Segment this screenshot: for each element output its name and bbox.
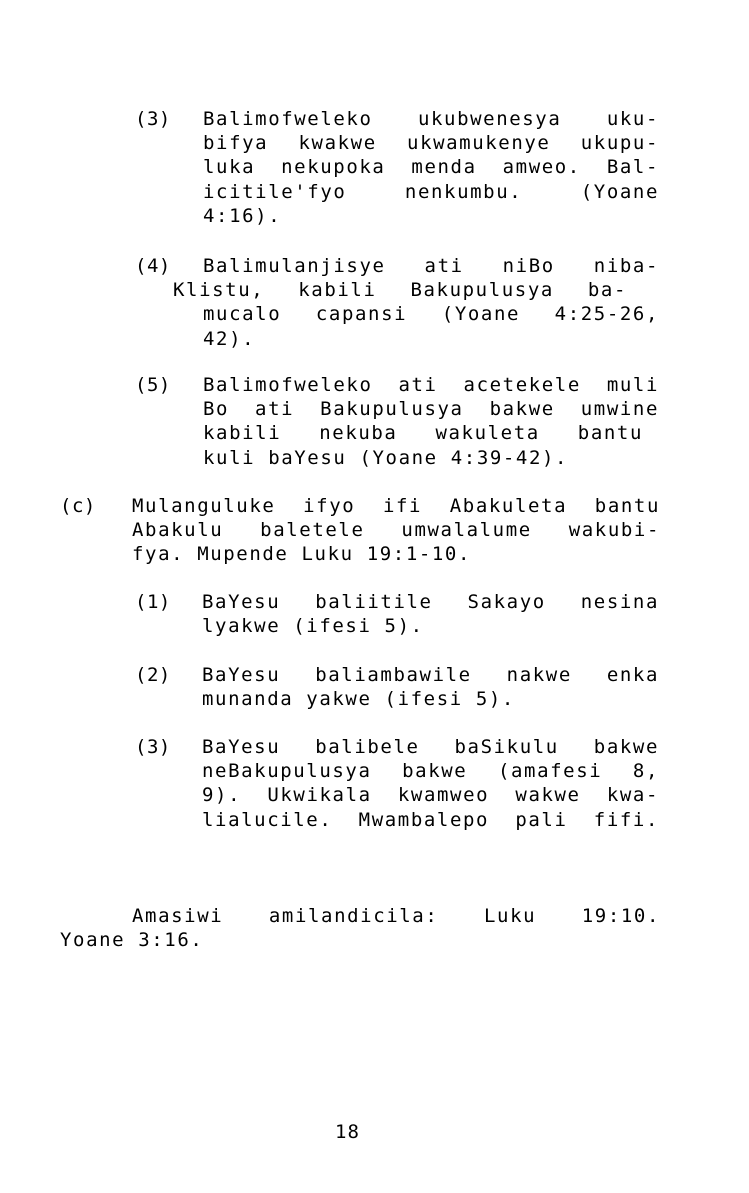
item-line: lialucile. Mwambalepo pali fifi. [202,808,659,831]
item-line: Mulanguluke ifyo ifi Abakuleta bantu [132,495,660,517]
item-line: neBakupulusya bakwe (amafesi 8, [202,760,659,783]
item-marker: (4) [135,255,171,277]
item-line: Balimofweleko ukubwenesya uku- [203,108,659,130]
item-marker: (1) [135,591,171,613]
page-number: 18 [335,1121,360,1143]
item-line: BaYesu balibele baSikulu bakwe [202,736,659,758]
item-marker: (3) [135,108,171,130]
item-line: luka nekupoka menda amweo. Bal- [203,156,659,179]
item-line: Balimofweleko ati acetekele muli [203,374,659,396]
item-line: icitile'fyo nenkumbu. (Yoane [203,180,659,203]
item-line: Abakulu baletele umwalalume wakubi- [132,519,660,542]
memory-verses-line: Yoane 3:16. [60,929,204,952]
item-line: Bo ati Bakupulusya bakwe umwine [203,398,659,421]
item-line: lyakwe (ifesi 5). [202,615,424,638]
item-line: kuli baYesu (Yoane 4:39-42). [203,446,569,469]
item-line: kabili nekuba wakuleta bantu [203,422,643,445]
item-line: 9). Ukwikala kwamweo wakwe kwa- [202,784,659,807]
item-line: 42). [203,327,256,350]
item-line: mucalo capansi (Yoane 4:25-26, [203,303,659,326]
item-line: 4:16). [203,204,282,227]
item-line: bifya kwakwe ukwamukenye ukupu- [203,132,659,155]
item-line: munanda yakwe (ifesi 5). [202,688,515,711]
item-marker: (c) [60,495,96,517]
item-line: Klistu, kabili Bakupulusya ba- [173,279,627,302]
item-line: fya. Mupende Luku 19:1-10. [132,543,472,566]
memory-verses [60,904,660,952]
item-line: Balimulanjisye ati niBo niba- [203,255,659,277]
memory-verses-line: Amasiwi amilandicila: Luku 19:10. [132,905,660,927]
item-marker: (5) [135,374,171,396]
item-line: BaYesu baliitile Sakayo nesina [202,591,659,613]
item-marker: (2) [135,664,171,686]
item-marker: (3) [135,736,171,758]
item-line: BaYesu baliambawile nakwe enka [202,664,659,686]
